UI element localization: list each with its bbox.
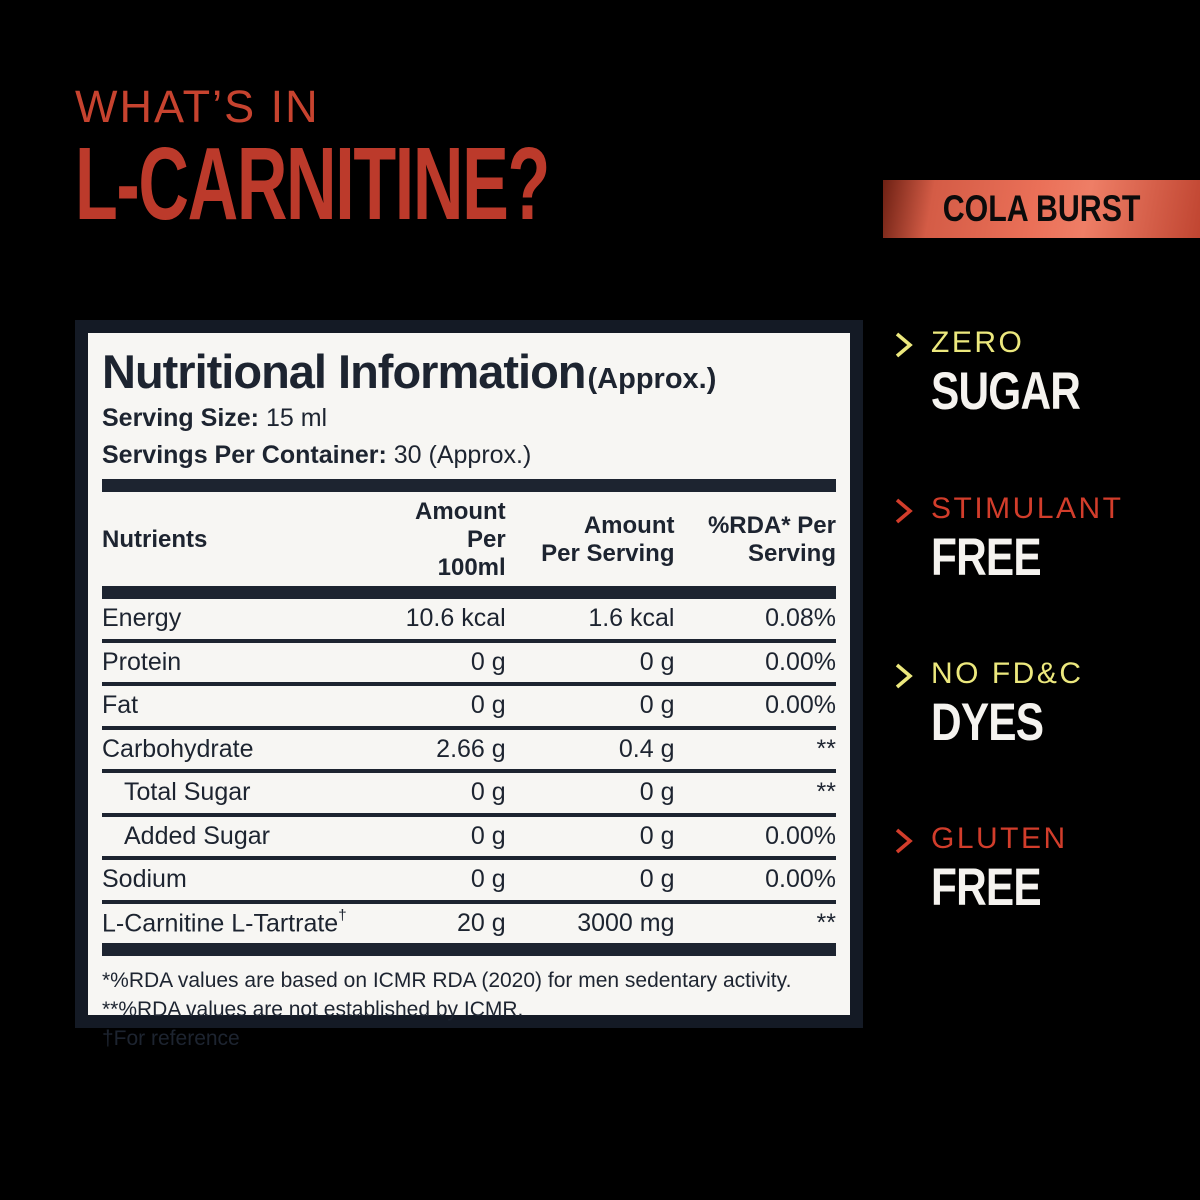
nutrition-title: Nutritional Information <box>102 345 586 398</box>
column-header-rda: %RDA* Per Serving <box>675 492 837 592</box>
servings-value: 30 (Approx.) <box>393 440 532 469</box>
column-header-nutrients: Nutrients <box>102 492 396 592</box>
nutrition-table <box>102 492 836 956</box>
headline-block <box>75 81 772 241</box>
footnote-rda-not-established: **%RDA values are not established by ICMR. <box>102 998 524 1022</box>
feature-line2: FREE <box>931 528 1041 587</box>
serving-size-line <box>102 405 836 433</box>
feature-line1: NO FD&C <box>931 657 1084 690</box>
feature-item-zero-sugar <box>893 326 1117 421</box>
feature-line2: SUGAR <box>931 362 1081 421</box>
servings-per-container-line <box>102 442 836 470</box>
feature-item-stimulant-free <box>893 492 1124 587</box>
chevron-right-icon <box>893 497 915 525</box>
feature-line1: GLUTEN <box>931 822 1068 855</box>
column-header-per-100ml: Amount Per 100ml <box>396 492 506 592</box>
table-row-total-sugar: Total Sugar 0 g 0 g ** <box>102 771 836 815</box>
feature-item-no-fdc-dyes <box>893 657 1084 752</box>
feature-line2: DYES <box>931 693 1044 752</box>
nutrition-table-header-row <box>102 492 836 592</box>
footnotes-block <box>102 967 836 1054</box>
divider-bar-top <box>102 479 836 492</box>
table-row-protein: Protein 0 g 0 g 0.00% <box>102 641 836 685</box>
dagger-superscript: † <box>338 906 347 924</box>
nutrition-panel <box>88 333 850 1051</box>
chevron-right-icon <box>893 662 915 690</box>
product-title: L-CARNITINE? <box>75 126 549 241</box>
table-row-energy: Energy 10.6 kcal 1.6 kcal 0.08% <box>102 593 836 641</box>
table-row-sodium: Sodium 0 g 0 g 0.00% <box>102 858 836 902</box>
feature-item-gluten-free <box>893 822 1068 917</box>
serving-size-label: Serving Size: <box>102 404 259 433</box>
nutrition-title-row <box>102 347 836 396</box>
footnote-rda: *%RDA values are based on ICMR RDA (2020) for men sedentary activity. <box>102 969 792 993</box>
nutrition-title-approx: (Approx.) <box>587 363 717 395</box>
footnote-for-reference: †For reference <box>102 1027 240 1051</box>
serving-size-value: 15 ml <box>265 404 328 433</box>
servings-label: Servings Per Container: <box>102 440 387 469</box>
flavor-badge-label: COLA BURST <box>942 188 1141 229</box>
eyebrow-title: WHAT’S IN <box>75 81 320 132</box>
chevron-right-icon <box>893 331 915 359</box>
column-header-per-serving: Amount Per Serving <box>506 492 675 592</box>
table-row-added-sugar: Added Sugar 0 g 0 g 0.00% <box>102 815 836 859</box>
chevron-right-icon <box>893 827 915 855</box>
table-row-l-carnitine: L-Carnitine L-Tartrate† 20 g 3000 mg ** <box>102 902 836 950</box>
flavor-ribbon <box>883 180 1200 238</box>
feature-line1: ZERO <box>931 326 1025 359</box>
feature-line2: FREE <box>931 858 1041 917</box>
nutrition-card <box>75 320 863 1051</box>
table-row-fat: Fat 0 g 0 g 0.00% <box>102 684 836 728</box>
feature-line1: STIMULANT <box>931 492 1124 525</box>
table-row-carbohydrate: Carbohydrate 2.66 g 0.4 g ** <box>102 728 836 772</box>
